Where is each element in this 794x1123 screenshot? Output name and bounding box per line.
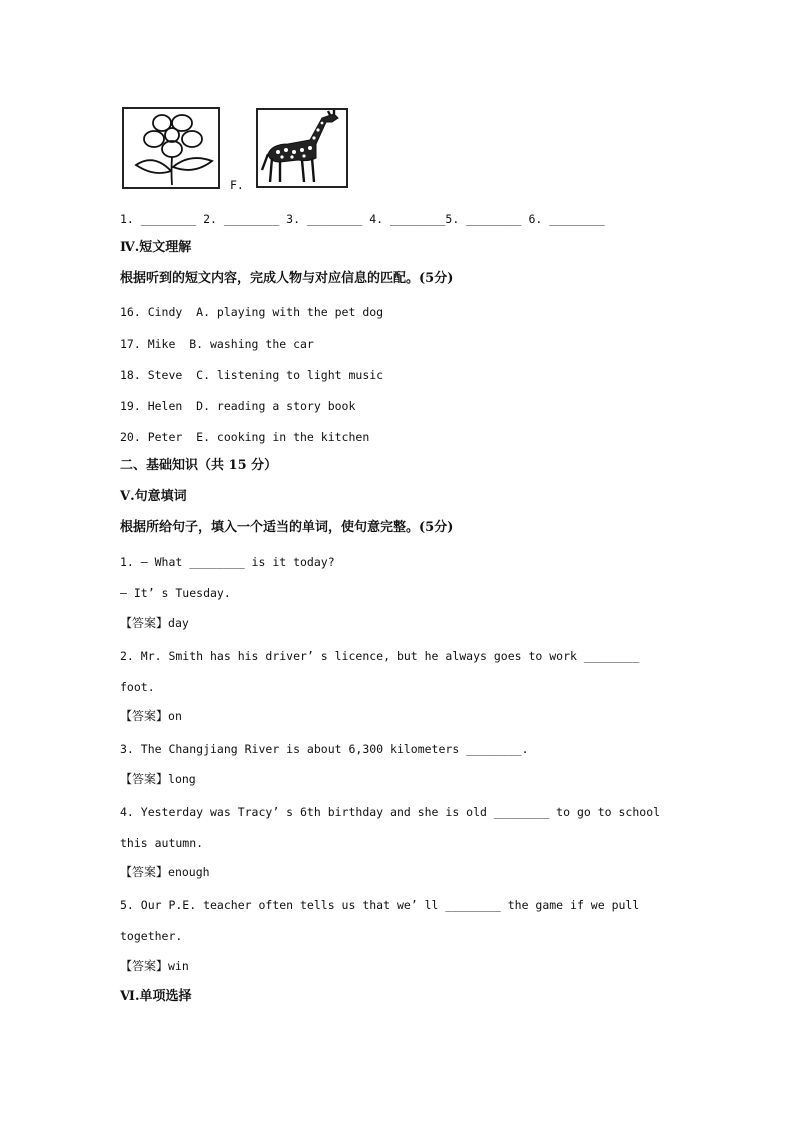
answer-value: long — [168, 772, 196, 786]
answer-prefix: 【答案】 — [120, 709, 169, 723]
question-2-line-2: foot. — [120, 680, 155, 694]
question-4-line-1: 4. Yesterday was Tracy’ s 6th birthday and she is old ________ to go to school — [120, 805, 661, 819]
list-item: 19. Helen D. reading a story book — [120, 399, 356, 413]
answer-value: win — [168, 959, 189, 973]
answer-prefix: 【答案】 — [120, 616, 169, 630]
picture-label-f: F. — [230, 178, 244, 192]
part-two-title: 二、基础知识（共 15 分） — [120, 458, 278, 473]
answer-2 — [120, 708, 182, 724]
answer-4 — [120, 864, 210, 880]
list-item: 17. Mike B. washing the car — [120, 337, 314, 351]
answer-prefix: 【答案】 — [120, 959, 169, 973]
giraffe-picture — [256, 108, 348, 188]
answer-value: enough — [168, 865, 210, 879]
flower-icon — [124, 109, 218, 187]
question-4-line-2: this autumn. — [120, 836, 204, 850]
section-iv-title: Ⅳ.短文理解 — [120, 240, 192, 255]
answer-prefix: 【答案】 — [120, 865, 169, 879]
question-2-line-1: 2. Mr. Smith has his driver’ s licence, but he always goes to work ________ — [120, 649, 640, 663]
answer-blanks-line: 1. ________ 2. ________ 3. ________ 4. ________5. ________ 6. ________ — [120, 212, 605, 226]
question-5-line-1: 5. Our P.E. teacher often tells us that we’ ll ________ the game if we pull — [120, 898, 640, 912]
list-item: 16. Cindy A. playing with the pet dog — [120, 305, 384, 319]
section-vi-title: Ⅵ.单项选择 — [120, 989, 192, 1004]
answer-1 — [120, 615, 189, 631]
giraffe-icon — [258, 110, 346, 186]
question-1-line-1: 1. — What ________ is it today? — [120, 555, 335, 569]
list-item: 20. Peter E. cooking in the kitchen — [120, 430, 370, 444]
section-v-instruction: 根据所给句子，填入一个适当的单词，使句意完整。(5分) — [120, 520, 454, 535]
answer-3 — [120, 771, 196, 787]
answer-value: day — [168, 616, 189, 630]
answer-value: on — [168, 709, 182, 723]
flower-picture — [122, 107, 220, 189]
question-5-line-2: together. — [120, 929, 183, 943]
question-1-line-2: — It’ s Tuesday. — [120, 586, 231, 600]
section-v-title: Ⅴ.句意填词 — [120, 489, 187, 504]
list-item: 18. Steve C. listening to light music — [120, 368, 384, 382]
section-iv-instruction: 根据听到的短文内容，完成人物与对应信息的匹配。(5分) — [120, 271, 454, 286]
question-3-line-1: 3. The Changjiang River is about 6,300 kilometers ________. — [120, 742, 529, 756]
answer-prefix: 【答案】 — [120, 772, 169, 786]
answer-5 — [120, 958, 189, 974]
